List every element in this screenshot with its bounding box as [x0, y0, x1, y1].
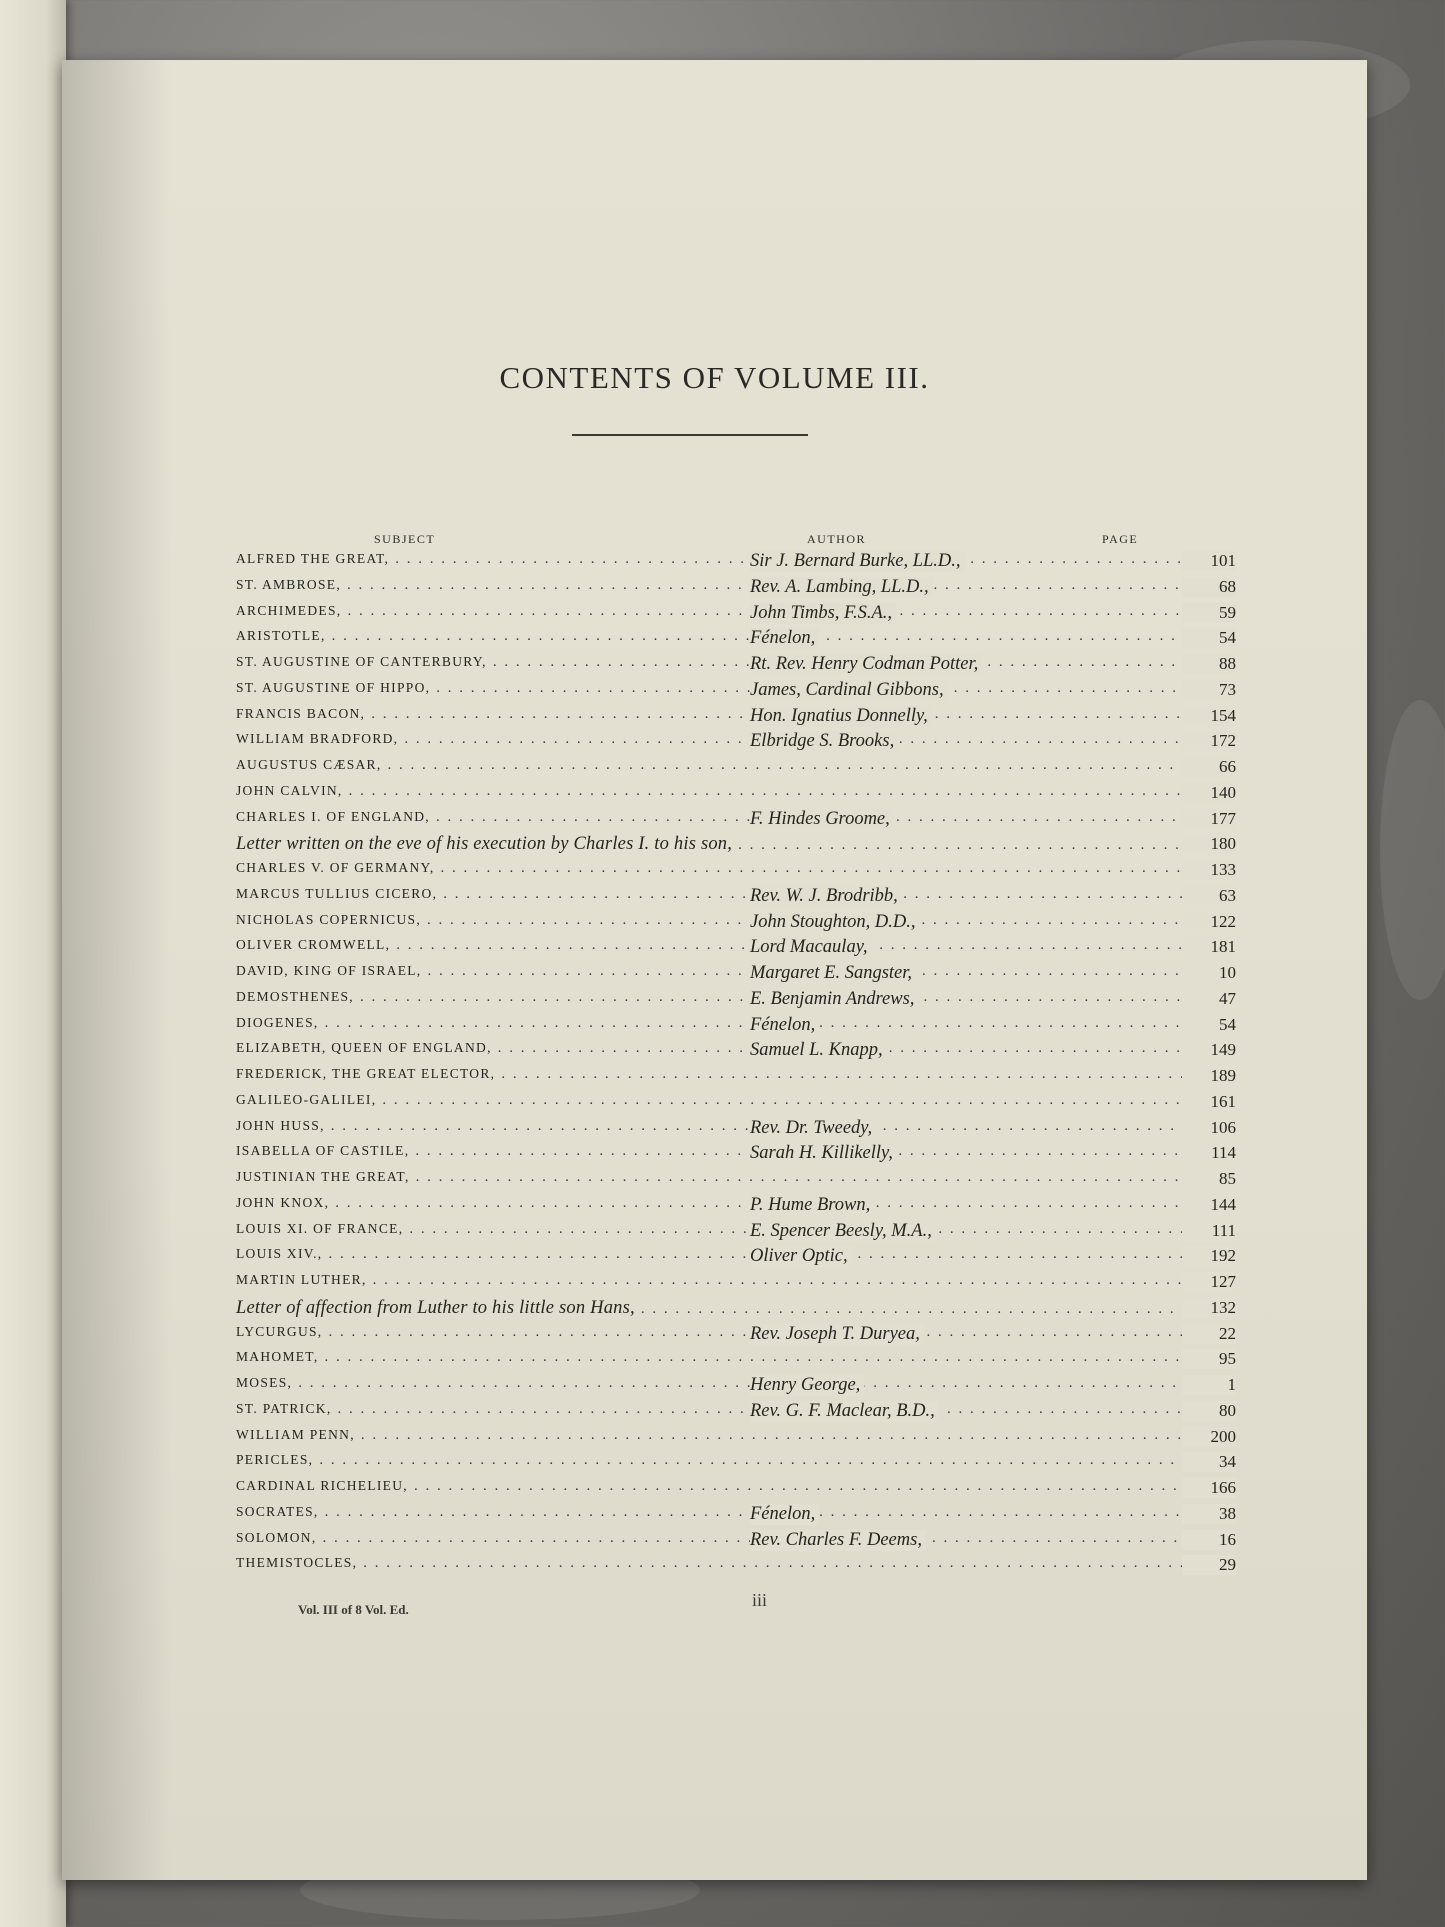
entry-author: E. Spencer Beesly, M.A.,	[750, 1221, 936, 1242]
entry-author: Elbridge S. Brooks,	[750, 731, 898, 752]
entry-page: 189	[1182, 1066, 1236, 1086]
contents-entry	[236, 1530, 1236, 1555]
entry-subject: ARCHIMEDES,	[236, 602, 342, 618]
contents-entry	[236, 963, 1236, 988]
entry-subject: SOCRATES,	[236, 1503, 319, 1519]
entry-page: 114	[1182, 1143, 1236, 1163]
entry-author: John Stoughton, D.D.,	[750, 912, 919, 933]
entry-subject: Letter written on the eve of his execution by Charles I. to his son,	[236, 834, 733, 855]
entry-page: 95	[1182, 1349, 1236, 1369]
contents-entry	[236, 1427, 1236, 1452]
entry-subject: ST. AMBROSE,	[236, 576, 341, 592]
entry-page: 200	[1182, 1427, 1236, 1447]
entry-subject: CHARLES I. OF ENGLAND,	[236, 808, 430, 824]
title-rule	[572, 434, 808, 436]
page-number: iii	[752, 1590, 768, 1610]
entry-subject: OLIVER CROMWELL,	[236, 937, 391, 953]
book-page	[62, 60, 1367, 1880]
contents-entry	[236, 654, 1236, 679]
entry-subject: JOHN CALVIN,	[236, 782, 343, 798]
contents-entry	[236, 551, 1236, 576]
contents-entry	[236, 603, 1236, 628]
entry-author: Samuel L. Knapp,	[750, 1040, 887, 1061]
left-page-edge	[0, 0, 66, 1927]
contents-entry	[236, 1324, 1236, 1349]
entry-subject: SOLOMON,	[236, 1529, 317, 1545]
entry-page: 88	[1182, 654, 1236, 674]
entry-subject: JOHN KNOX,	[236, 1194, 330, 1210]
entry-page: 192	[1182, 1246, 1236, 1266]
dot-leader	[382, 1092, 1230, 1109]
contents-entry	[236, 1375, 1236, 1400]
contents-entry	[236, 860, 1236, 885]
entry-page: 101	[1182, 551, 1236, 571]
dot-leader	[388, 757, 1230, 774]
entry-page: 80	[1182, 1401, 1236, 1421]
contents-entry	[236, 628, 1236, 653]
dot-leader	[363, 1555, 1230, 1572]
entry-subject: GALILEO-GALILEI,	[236, 1091, 377, 1107]
entry-page: 34	[1182, 1452, 1236, 1472]
contents-entry	[236, 577, 1236, 602]
dot-leader	[501, 1066, 1230, 1083]
entry-page: 54	[1182, 628, 1236, 648]
contents-entry	[236, 1504, 1236, 1529]
entry-author: Fénelon,	[750, 628, 819, 649]
entry-page: 132	[1182, 1298, 1236, 1318]
entry-author: Hon. Ignatius Donnelly,	[750, 706, 932, 727]
dot-leader	[441, 860, 1230, 877]
page-gutter-shadow	[62, 60, 172, 1880]
entry-subject: WILLIAM BRADFORD,	[236, 731, 399, 747]
entry-page: 133	[1182, 860, 1236, 880]
entry-page: 177	[1182, 809, 1236, 829]
entry-page: 161	[1182, 1092, 1236, 1112]
contents-entry	[236, 912, 1236, 937]
entry-page: 54	[1182, 1015, 1236, 1035]
entry-author: P. Hume Brown,	[750, 1195, 874, 1216]
entry-page: 66	[1182, 757, 1236, 777]
entry-page: 47	[1182, 989, 1236, 1009]
entry-subject: Letter of affection from Luther to his little son Hans,	[236, 1297, 635, 1318]
contents-entry	[236, 989, 1236, 1014]
contents-entry	[236, 1195, 1236, 1220]
contents-entry	[236, 731, 1236, 756]
entry-subject: CHARLES V. OF GERMANY,	[236, 860, 435, 875]
dot-leader	[361, 1427, 1230, 1444]
entry-author: Lord Macaulay,	[750, 937, 872, 958]
edition-note: Vol. III of 8 Vol. Ed.	[298, 1602, 409, 1617]
contents-entry	[236, 1298, 1236, 1323]
entry-page: 1	[1182, 1375, 1236, 1395]
contents-entry	[236, 809, 1236, 834]
header-author: AUTHOR	[807, 532, 866, 546]
entry-subject: MOSES,	[236, 1375, 293, 1390]
entry-page: 10	[1182, 963, 1236, 983]
entry-subject: FRANCIS BACON,	[236, 705, 366, 721]
contents-entry	[236, 757, 1236, 782]
entry-subject: MARTIN LUTHER,	[236, 1272, 367, 1287]
entry-author: Fénelon,	[750, 1504, 819, 1525]
contents-entry	[236, 1015, 1236, 1040]
entry-page: 172	[1182, 731, 1236, 751]
contents-entry	[236, 1221, 1236, 1246]
entry-author: Fénelon,	[750, 1015, 819, 1036]
contents-entry	[236, 1040, 1236, 1065]
header-subject: SUBJECT	[374, 532, 436, 546]
entry-subject: AUGUSTUS CÆSAR,	[236, 757, 382, 772]
entry-author: E. Benjamin Andrews,	[750, 989, 918, 1010]
entry-page: 22	[1182, 1324, 1236, 1344]
entry-page: 127	[1182, 1272, 1236, 1292]
entry-author: Rev. W. J. Brodribb,	[750, 886, 902, 907]
entry-author: Rev. Joseph T. Duryea,	[750, 1324, 924, 1345]
contents-entry	[236, 1066, 1236, 1091]
contents-entry	[236, 1401, 1236, 1426]
entry-page: 68	[1182, 577, 1236, 597]
dot-leader	[319, 1452, 1230, 1469]
entry-author: John Timbs, F.S.A.,	[750, 603, 896, 624]
entry-subject: ST. AUGUSTINE OF HIPPO,	[236, 679, 431, 695]
contents-entry	[236, 1118, 1236, 1143]
entry-subject: CARDINAL RICHELIEU,	[236, 1478, 408, 1493]
entry-page: 29	[1182, 1555, 1236, 1575]
entry-subject: ARISTOTLE,	[236, 628, 326, 644]
entry-author: Sarah H. Killikelly,	[750, 1143, 897, 1164]
entry-page: 63	[1182, 886, 1236, 906]
entry-subject: DAVID, KING OF ISRAEL,	[236, 963, 422, 978]
contents-entry	[236, 706, 1236, 731]
entry-subject: ST. AUGUSTINE OF CANTERBURY,	[236, 654, 487, 669]
entry-subject: MAHOMET,	[236, 1349, 319, 1365]
entry-page: 122	[1182, 912, 1236, 932]
contents-entry	[236, 1555, 1236, 1580]
entry-subject: FREDERICK, THE GREAT ELECTOR,	[236, 1066, 496, 1081]
contents-entry	[236, 886, 1236, 911]
entry-page: 166	[1182, 1478, 1236, 1498]
entry-subject: MARCUS TULLIUS CICERO,	[236, 885, 438, 901]
contents-entry	[236, 1092, 1236, 1117]
entry-author: Rev. G. F. Maclear, B.D.,	[750, 1401, 939, 1422]
header-page: PAGE	[1102, 532, 1139, 546]
entry-page: 111	[1182, 1221, 1236, 1241]
entry-subject: ALFRED THE GREAT,	[236, 551, 390, 566]
contents-entry	[236, 1349, 1236, 1374]
contents-entry	[236, 834, 1236, 859]
entry-author: James, Cardinal Gibbons,	[750, 680, 948, 701]
contents-entry	[236, 1452, 1236, 1477]
contents-entry	[236, 1478, 1236, 1503]
entry-page: 181	[1182, 937, 1236, 957]
entry-subject: JUSTINIAN THE GREAT,	[236, 1169, 410, 1184]
page-title: CONTENTS OF VOLUME III.	[499, 360, 930, 395]
contents-entry	[236, 1143, 1236, 1168]
entry-subject: DEMOSTHENES,	[236, 988, 354, 1004]
entry-page: 154	[1182, 706, 1236, 726]
entry-subject: JOHN HUSS,	[236, 1117, 325, 1133]
entry-page: 85	[1182, 1169, 1236, 1189]
entry-author: Margaret E. Sangster,	[750, 963, 916, 984]
dot-leader	[414, 1478, 1230, 1495]
entry-subject: NICHOLAS COPERNICUS,	[236, 911, 422, 927]
contents-entry	[236, 783, 1236, 808]
entry-page: 144	[1182, 1195, 1236, 1215]
entry-subject: PERICLES,	[236, 1452, 314, 1468]
entry-subject: LOUIS XI. OF FRANCE,	[236, 1220, 404, 1236]
contents-entry	[236, 680, 1236, 705]
contents-entry	[236, 1246, 1236, 1271]
entry-author: F. Hindes Groome,	[750, 809, 894, 830]
entry-page: 106	[1182, 1118, 1236, 1138]
entry-subject: WILLIAM PENN,	[236, 1426, 355, 1442]
entry-subject: ISABELLA OF CASTILE,	[236, 1143, 410, 1159]
contents-entry	[236, 1169, 1236, 1194]
dot-leader	[641, 1301, 1230, 1318]
entry-author: Sir J. Bernard Burke, LL.D.,	[750, 551, 965, 572]
entry-page: 59	[1182, 603, 1236, 623]
entry-author: Rev. Dr. Tweedy,	[750, 1118, 876, 1139]
entry-subject: ELIZABETH, QUEEN OF ENGLAND,	[236, 1040, 492, 1056]
dot-leader	[416, 1169, 1230, 1186]
entry-page: 140	[1182, 783, 1236, 803]
contents-entry	[236, 937, 1236, 962]
entry-page: 180	[1182, 834, 1236, 854]
entry-page: 149	[1182, 1040, 1236, 1060]
entry-subject: LOUIS XIV.,	[236, 1246, 323, 1262]
entry-subject: THEMISTOCLES,	[236, 1555, 358, 1571]
entry-author: Oliver Optic,	[750, 1246, 852, 1267]
entry-author: Rt. Rev. Henry Codman Potter,	[750, 654, 982, 675]
entry-page: 38	[1182, 1504, 1236, 1524]
entry-author: Rev. Charles F. Deems,	[750, 1530, 926, 1551]
entry-subject: ST. PATRICK,	[236, 1400, 332, 1416]
dot-leader	[349, 783, 1230, 800]
entry-subject: LYCURGUS,	[236, 1323, 323, 1339]
entry-page: 73	[1182, 680, 1236, 700]
contents-entry	[236, 1272, 1236, 1297]
dot-leader	[325, 1349, 1230, 1366]
dot-leader	[373, 1272, 1230, 1289]
dot-leader	[738, 837, 1230, 854]
entry-subject: DIOGENES,	[236, 1014, 319, 1030]
entry-author: Henry George,	[750, 1375, 864, 1396]
entry-author: Rev. A. Lambing, LL.D.,	[750, 577, 933, 598]
entry-page: 16	[1182, 1530, 1236, 1550]
